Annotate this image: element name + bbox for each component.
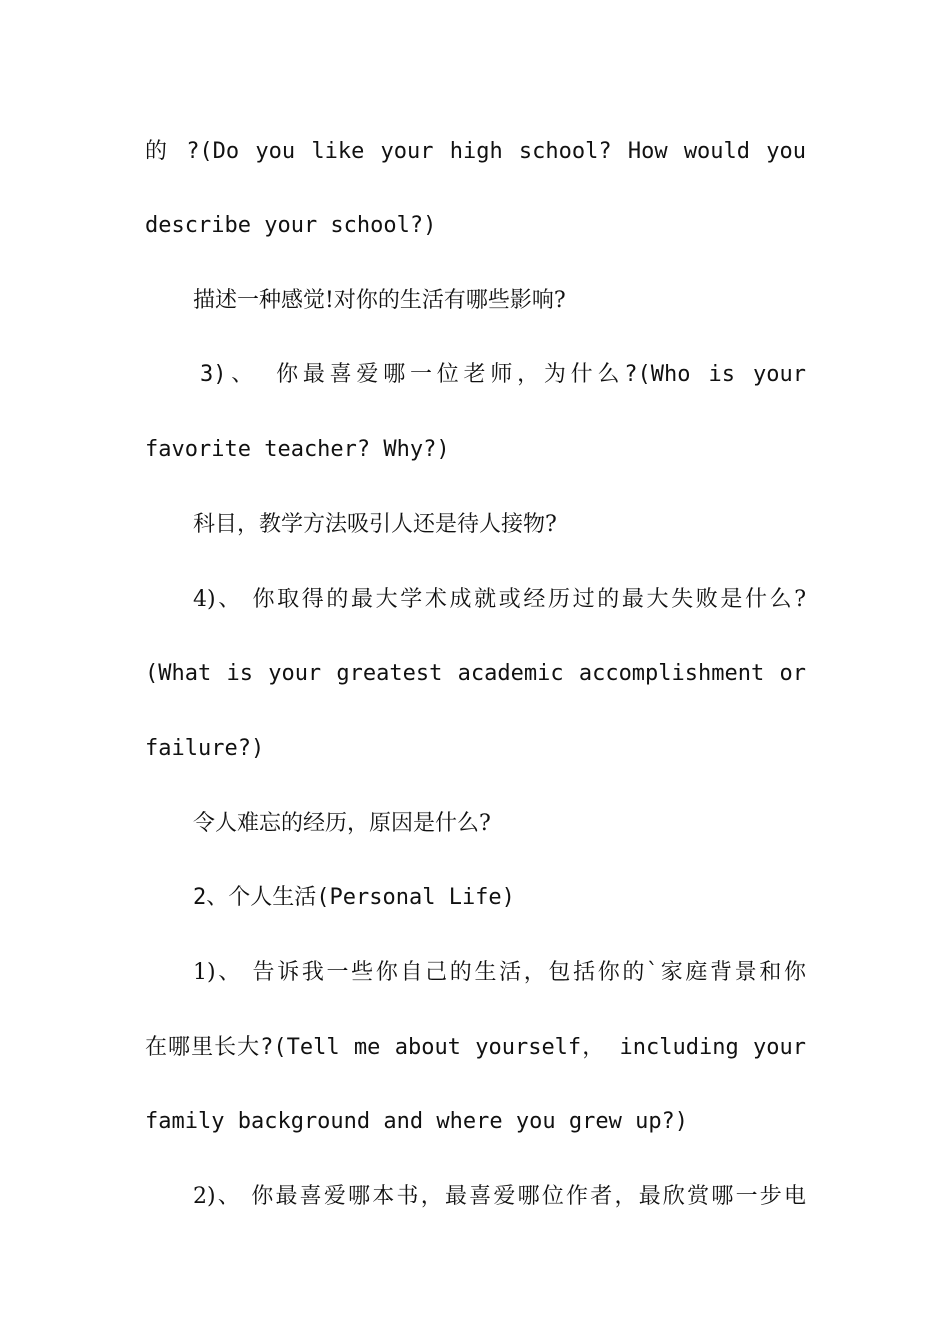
text-line-6: 科目，教学方法吸引人还是待人接物? (193, 512, 557, 537)
text-line-12: 1)、 告诉我一些你自己的生活，包括你的`家庭背景和你 (193, 960, 806, 985)
text-line-4: 3)、 你最喜爱哪一位老师，为什么?(Who is your (200, 362, 806, 387)
text-line-1: 的 ?(Do you like your high school? How would you (145, 139, 806, 164)
text-line-13: 在哪里长大?(Tell me about yourself， including your (145, 1035, 806, 1060)
text-line-3: 描述一种感觉!对你的生活有哪些影响? (193, 288, 566, 313)
text-line-5: favorite teacher? Why?) (145, 437, 450, 462)
text-line-15: 2)、 你最喜爱哪本书，最喜爱哪位作者，最欣赏哪一步电 (193, 1184, 806, 1209)
text-line-10: 令人难忘的经历，原因是什么? (193, 811, 491, 836)
text-line-2: describe your school?) (145, 213, 437, 238)
text-line-11: 2、个人生活(Personal Life) (193, 885, 515, 910)
text-line-7: 4)、 你取得的最大学术成就或经历过的最大失败是什么? (193, 587, 806, 612)
text-line-8: (What is your greatest academic accomplishment or (145, 661, 806, 686)
text-line-9: failure?) (145, 736, 265, 761)
text-line-14: family background and where you grew up?) (145, 1109, 689, 1134)
